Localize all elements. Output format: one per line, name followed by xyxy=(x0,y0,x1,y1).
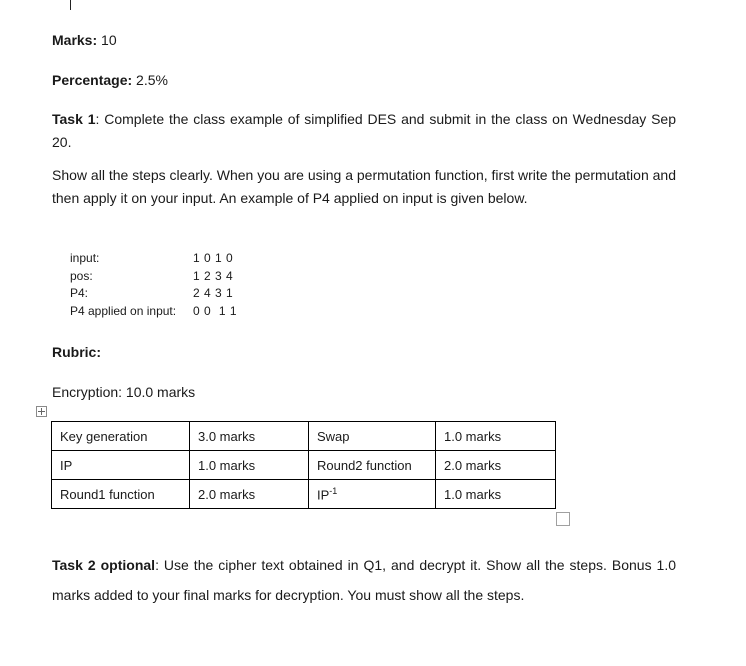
table-row xyxy=(52,451,556,480)
table-cell: 1.0 marks xyxy=(436,422,556,451)
table-cell: Key generation xyxy=(52,422,190,451)
ip-inverse-superscript: -1 xyxy=(329,485,338,496)
task1-label: Task 1 xyxy=(52,111,96,127)
table-cell: Round1 function xyxy=(52,480,190,509)
table-cell: 2.0 marks xyxy=(190,480,309,509)
marks-label: Marks: xyxy=(52,32,98,48)
table-cell xyxy=(309,480,436,509)
ip-inverse-label: IP xyxy=(317,487,330,503)
task2-text: : Use the cipher text obtained in Q1, and decrypt it. Show all the steps. Bonus 1.0 marks added to your final marks for decryption. You must show all the steps. xyxy=(52,557,677,603)
example-input-label: input: xyxy=(70,251,100,265)
task1-paragraph xyxy=(52,108,676,154)
example-input-value: 1 0 1 0 xyxy=(193,251,234,265)
instructions-paragraph: Show all the steps clearly. When you are using a permutation function, first write the permutation and then apply it on your input. An example of P4 applied on input is given below. xyxy=(52,167,676,206)
encryption-line: Encryption: 10.0 marks xyxy=(52,384,196,400)
rubric-heading-text: Rubric: xyxy=(52,344,101,360)
percentage-line xyxy=(52,70,168,90)
table-cell: IP xyxy=(52,451,190,480)
example-result-value: 0 0 1 1 xyxy=(193,303,238,318)
table-cell: 3.0 marks xyxy=(190,422,309,451)
table-row xyxy=(52,480,556,509)
table-cell: 1.0 marks xyxy=(436,480,556,509)
example-p4-value: 2 4 3 1 xyxy=(193,286,234,300)
example-pos-value: 1 2 3 4 xyxy=(193,268,234,283)
table-resize-handle-icon[interactable] xyxy=(556,512,570,526)
example-pos-label: pos: xyxy=(70,268,93,283)
task2-label: Task 2 optional xyxy=(52,557,156,573)
task2-paragraph xyxy=(52,550,676,610)
percentage-value: 2.5% xyxy=(136,72,168,88)
marks-value: 10 xyxy=(101,32,117,48)
table-move-handle-icon[interactable] xyxy=(36,406,47,417)
table-cell: Swap xyxy=(309,422,436,451)
rubric-heading xyxy=(52,342,101,362)
marks-line xyxy=(52,30,117,50)
percentage-label: Percentage: xyxy=(52,72,133,88)
table-row xyxy=(52,422,556,451)
table-cell: 1.0 marks xyxy=(190,451,309,480)
task1-text: : Complete the class example of simplified DES and submit in the class on Wednesday Sep 20. xyxy=(52,111,677,150)
example-p4-label: P4: xyxy=(70,286,89,300)
text-cursor xyxy=(70,0,71,10)
rubric-table xyxy=(51,421,556,509)
table-cell: 2.0 marks xyxy=(436,451,556,480)
example-result-label: P4 applied on input: xyxy=(70,303,177,318)
table-cell: Round2 function xyxy=(309,451,436,480)
